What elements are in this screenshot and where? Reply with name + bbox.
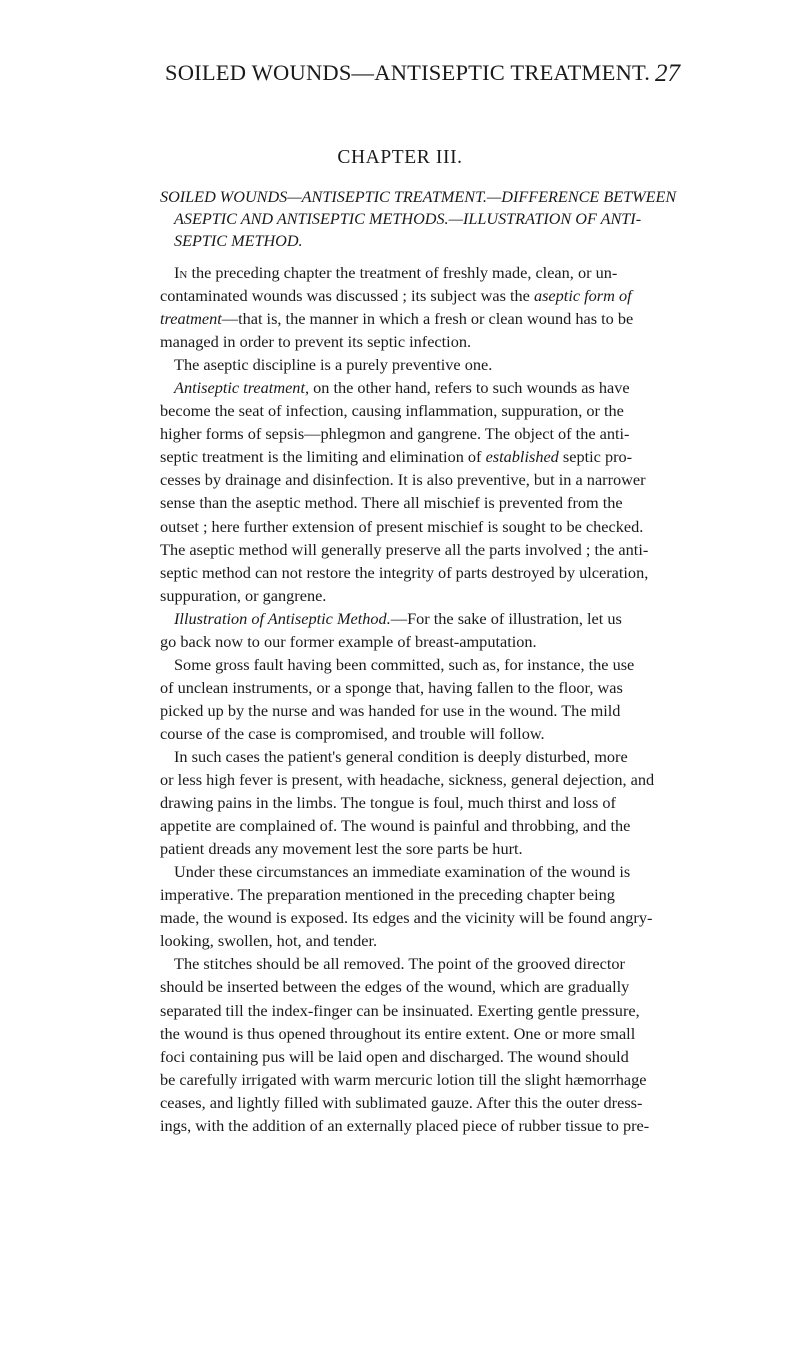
text-line	[160, 1045, 680, 1068]
text-line	[160, 399, 680, 422]
text-line	[160, 837, 680, 860]
text-line	[160, 422, 680, 445]
page-number: 27	[655, 60, 680, 87]
text-line	[160, 745, 680, 768]
text-run: be carefully irrigated with warm mercuric lotion till the slight hæmorrhage	[160, 1069, 647, 1089]
text-line	[160, 722, 680, 745]
text-line	[160, 1068, 680, 1091]
text-run: or less high fever is present, with headache, sickness, general dejection, and	[160, 770, 655, 790]
text-run: Under these circumstances an immediate examination of the wound is	[174, 862, 631, 882]
text-line	[160, 883, 680, 906]
text-line	[160, 860, 680, 883]
text-line	[160, 768, 680, 791]
text-line	[160, 330, 680, 353]
text-run: become the seat of infection, causing inflammation, suppuration, or the	[160, 401, 624, 421]
text-line	[160, 975, 680, 998]
text-run: cesses by drainage and disinfection. It is also preventive, but in a narrower	[160, 470, 646, 490]
text-run: Some gross fault having been committed, such as, for instance, the use	[174, 654, 635, 674]
text-run: The aseptic discipline is a purely preventive one.	[174, 355, 493, 375]
text-run: septic method can not restore the integrity of parts destroyed by ulceration,	[160, 562, 649, 582]
text-run: septic pro-	[558, 447, 633, 467]
text-line	[160, 791, 680, 814]
text-line	[160, 468, 680, 491]
body-text	[160, 261, 680, 1137]
text-run: —that is, the manner in which a fresh or clean wound has to be	[221, 309, 634, 329]
text-run: suppuration, or gangrene.	[160, 585, 327, 605]
text-run: the wound is thus opened throughout its entire extent. One or more small	[160, 1023, 636, 1043]
text-line	[160, 999, 680, 1022]
text-line	[160, 699, 680, 722]
text-run: course of the case is compromised, and trouble will follow.	[160, 723, 545, 743]
text-run: go back now to our former example of breast-amputation.	[160, 631, 537, 651]
text-run: higher forms of sepsis—phlegmon and gangrene. The object of the anti-	[160, 424, 630, 444]
text-line	[160, 445, 680, 468]
text-line	[160, 607, 680, 630]
text-run: In such cases the patient's general condition is deeply disturbed, more	[174, 746, 628, 766]
text-line	[160, 676, 680, 699]
text-line	[160, 515, 680, 538]
subtitle-line: SOILED WOUNDS—ANTISEPTIC TREATMENT.—DIFFERENCE BETWEEN	[160, 188, 677, 206]
text-run: the preceding chapter the treatment of freshly made, clean, or un-	[187, 263, 618, 282]
chapter-heading: CHAPTER III.	[337, 147, 463, 168]
text-run: appetite are complained of. The wound is painful and throbbing, and the	[160, 816, 631, 836]
text-line	[160, 538, 680, 561]
text-line	[160, 929, 680, 952]
text-line	[160, 284, 680, 307]
text-line	[160, 630, 680, 653]
text-line	[160, 491, 680, 514]
text-run: septic treatment is the limiting and elimination of	[160, 447, 486, 467]
text-run: —For the sake of illustration, let us	[390, 608, 622, 628]
text-line	[160, 1091, 680, 1114]
text-run: The aseptic method will generally preserve all the parts involved ; the anti-	[160, 539, 649, 559]
text-run: ceases, and lightly filled with sublimated gauze. After this the outer dress-	[160, 1092, 643, 1112]
text-run: looking, swollen, hot, and tender.	[160, 931, 378, 951]
text-run: sense than the aseptic method. There all mischief is prevented from the	[160, 493, 623, 513]
text-run: patient dreads any movement lest the sore parts be hurt.	[160, 839, 523, 859]
italic-text: Illustration of Antiseptic Method.	[174, 608, 391, 628]
text-run: separated till the index-finger can be insinuated. Exerting gentle pressure,	[160, 1000, 640, 1020]
text-run: imperative. The preparation mentioned in the preceding chapter being	[160, 885, 615, 905]
text-run: ings, with the addition of an externally placed piece of rubber tissue to pre-	[160, 1115, 650, 1135]
text-run: on the other hand, refers to such wounds as have	[309, 378, 630, 398]
text-run: foci containing pus will be laid open and discharged. The wound should	[160, 1046, 629, 1066]
text-line	[160, 906, 680, 929]
subtitle-line: SEPTIC METHOD.	[174, 232, 303, 250]
running-head: SOILED WOUNDS—ANTISEPTIC TREATMENT.	[165, 60, 651, 85]
text-line	[160, 261, 680, 284]
text-line	[160, 814, 680, 837]
text-line	[160, 561, 680, 584]
italic-text: established	[485, 447, 559, 467]
text-line	[160, 1114, 680, 1137]
text-line	[160, 952, 680, 975]
text-line	[160, 1022, 680, 1045]
small-caps-text: In	[174, 263, 188, 282]
text-run: The stitches should be all removed. The point of the grooved director	[174, 954, 625, 974]
text-run: contaminated wounds was discussed ; its subject was the	[160, 286, 534, 306]
text-run: drawing pains in the limbs. The tongue is foul, much thirst and loss of	[160, 793, 616, 813]
subtitle-line: ASEPTIC AND ANTISEPTIC METHODS.—ILLUSTRATION OF ANTI-	[174, 210, 642, 228]
italic-text: treatment	[160, 309, 222, 329]
italic-text: Antiseptic treatment,	[174, 378, 310, 398]
text-run: picked up by the nurse and was handed for use in the wound. The mild	[160, 700, 621, 720]
chapter-subtitle	[160, 186, 680, 252]
text-line	[160, 584, 680, 607]
italic-text: aseptic form of	[533, 286, 632, 306]
text-run: should be inserted between the edges of the wound, which are gradually	[160, 977, 630, 997]
text-line	[160, 376, 680, 399]
text-run: outset ; here further extension of present mischief is sought to be checked.	[160, 516, 644, 536]
text-line	[160, 353, 680, 376]
text-run: made, the wound is exposed. Its edges and the vicinity will be found angry-	[160, 908, 653, 928]
text-run: of unclean instruments, or a sponge that, having fallen to the floor, was	[160, 677, 623, 697]
text-line	[160, 307, 680, 330]
text-line	[160, 653, 680, 676]
text-run: managed in order to prevent its septic infection.	[160, 332, 472, 352]
